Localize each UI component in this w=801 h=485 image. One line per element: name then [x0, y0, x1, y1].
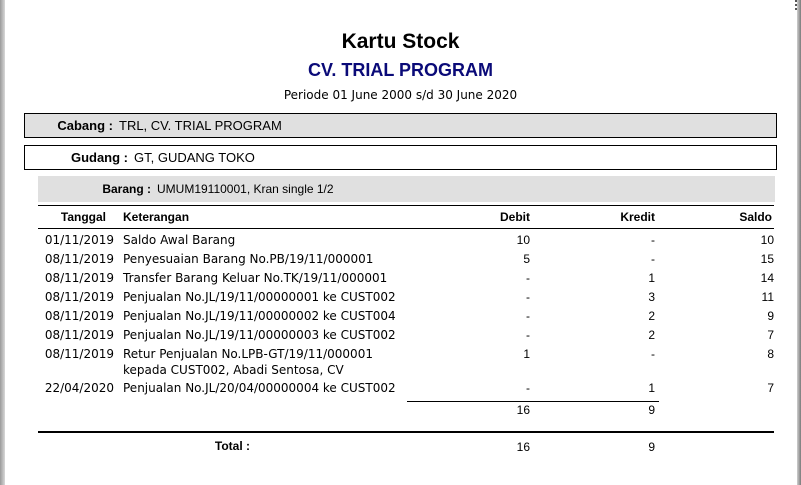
row-8-saldo: 7 [767, 381, 774, 395]
row-6-debit: - [526, 328, 530, 342]
barang-label: Barang : [102, 182, 151, 196]
gudang-label: Gudang : [70, 150, 128, 165]
row-2-tanggal: 08/11/2019 [44, 252, 114, 266]
row-3-debit: - [526, 271, 530, 285]
header-kredit: Kredit [620, 210, 655, 224]
row-5-keterangan: Penjualan No.JL/19/11/00000002 ke CUST004 [123, 309, 396, 323]
row-4-keterangan: Penjualan No.JL/19/11/00000001 ke CUST002 [123, 290, 396, 304]
row-6-kredit: 2 [648, 328, 655, 342]
row-1-kredit: - [651, 233, 655, 247]
row-7-kredit: - [651, 347, 655, 361]
row-2-saldo: 15 [760, 252, 774, 266]
row-7-keterangan-line2: kepada CUST002, Abadi Sentosa, CV [123, 363, 344, 377]
row-6-saldo: 7 [767, 328, 774, 342]
total-label: Total : [214, 439, 250, 453]
row-3-saldo: 14 [760, 271, 774, 285]
total-rule [38, 431, 774, 433]
row-5-saldo: 9 [767, 309, 774, 323]
row-6-keterangan: Penjualan No.JL/19/11/00000003 ke CUST002 [123, 328, 396, 342]
cabang-value: TRL, CV. TRIAL PROGRAM [119, 118, 282, 133]
row-7-debit: 1 [523, 347, 530, 361]
row-7-saldo: 8 [767, 347, 774, 361]
row-3-kredit: 1 [648, 271, 655, 285]
row-6-tanggal: 08/11/2019 [44, 328, 114, 342]
row-2-kredit: - [651, 252, 655, 266]
row-4-debit: - [526, 290, 530, 304]
row-4-tanggal: 08/11/2019 [44, 290, 114, 304]
header-keterangan: Keterangan [123, 210, 190, 224]
row-5-debit: - [526, 309, 530, 323]
row-7-keterangan: Retur Penjualan No.LPB-GT/19/11/000001 [123, 347, 373, 361]
gudang-value: GT, GUDANG TOKO [134, 150, 255, 165]
report-period: Periode 01 June 2000 s/d 30 June 2020 [283, 88, 518, 102]
row-5-tanggal: 08/11/2019 [44, 309, 114, 323]
report-title: Kartu Stock [341, 30, 460, 53]
row-8-kredit: 1 [648, 381, 655, 395]
header-debit: Debit [500, 210, 530, 224]
header-tanggal: Tanggal [60, 210, 106, 224]
row-4-kredit: 3 [648, 290, 655, 304]
subtotal-kredit: 9 [648, 403, 655, 417]
barang-box [38, 176, 775, 202]
row-1-tanggal: 01/11/2019 [44, 233, 114, 247]
row-4-saldo: 11 [761, 290, 774, 304]
total-kredit: 9 [648, 440, 655, 454]
row-3-keterangan: Transfer Barang Keluar No.TK/19/11/000001 [123, 271, 388, 285]
cabang-label: Cabang : [57, 118, 113, 133]
row-5-kredit: 2 [648, 309, 655, 323]
subtotal-rule [407, 401, 659, 402]
row-2-keterangan: Penyesuaian Barang No.PB/19/11/000001 [123, 252, 374, 266]
header-bottom-rule [38, 228, 774, 229]
row-1-saldo: 10 [760, 233, 774, 247]
row-1-keterangan: Saldo Awal Barang [123, 233, 236, 247]
barang-value: UMUM19110001, Kran single 1/2 [157, 182, 334, 196]
subtotal-debit: 16 [516, 403, 530, 417]
row-8-tanggal: 22/04/2020 [44, 381, 114, 395]
window-corner-marker [789, 0, 797, 10]
row-3-tanggal: 08/11/2019 [44, 271, 114, 285]
row-7-tanggal: 08/11/2019 [44, 347, 114, 361]
row-8-debit: - [526, 381, 530, 395]
row-1-debit: 10 [516, 233, 530, 247]
table-top-rule [38, 205, 774, 206]
row-2-debit: 5 [523, 252, 530, 266]
company-name: CV. TRIAL PROGRAM [307, 60, 494, 80]
header-saldo: Saldo [739, 210, 772, 224]
cabang-box [24, 113, 777, 138]
gudang-box [24, 145, 777, 170]
row-8-keterangan: Penjualan No.JL/20/04/00000004 ke CUST002 [123, 381, 396, 395]
total-debit: 16 [516, 440, 530, 454]
